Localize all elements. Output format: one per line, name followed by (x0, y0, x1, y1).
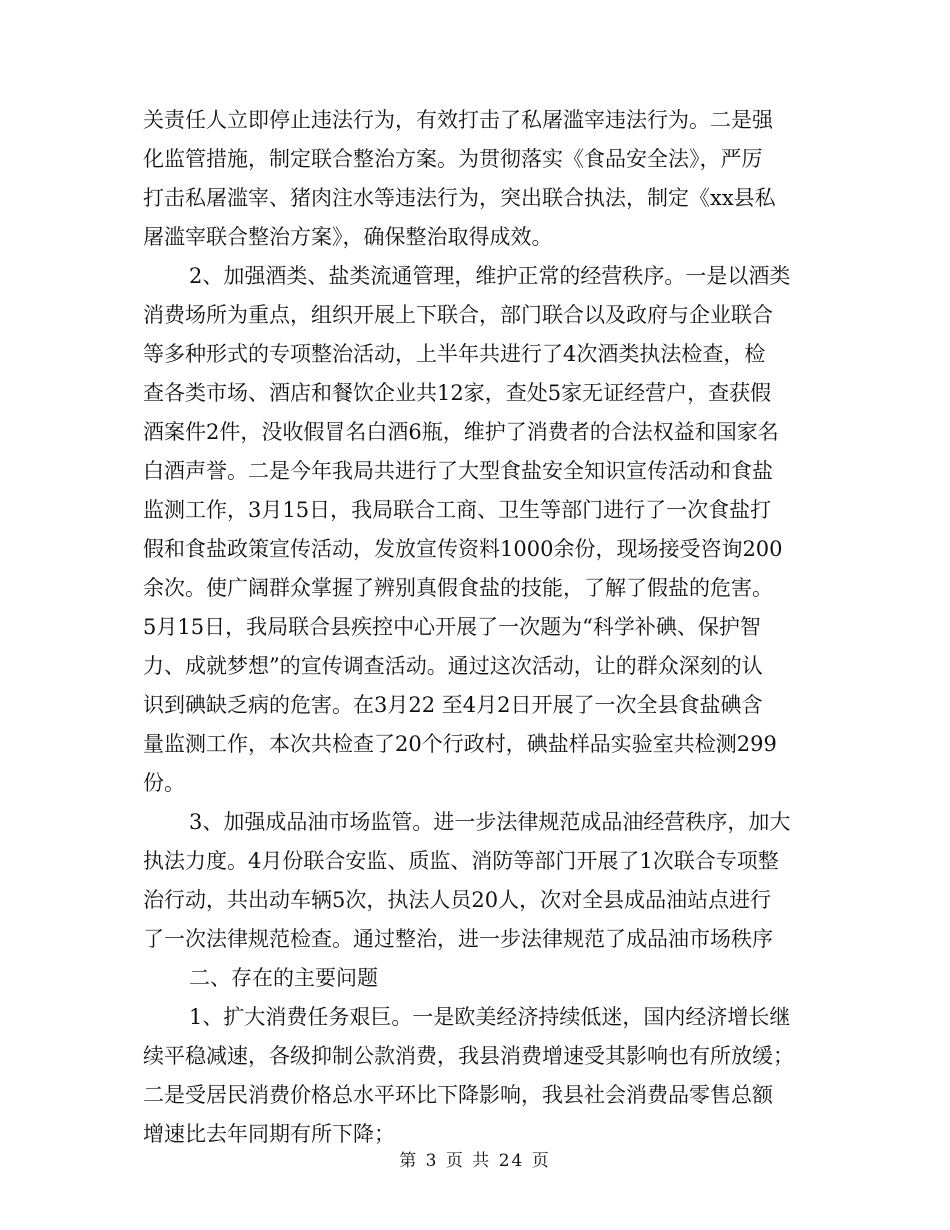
text-line: 屠滥宰联合整治方案》，确保整治取得成效。 (143, 225, 553, 249)
page-number-footer: 第 3 页 共 24 页 (399, 1151, 551, 1171)
text-line: 化监管措施，制定联合整治方案。为贯彻落实《食品安全法》，严厉 (143, 147, 763, 171)
text-line: 查各类市场、酒店和餐饮企业共12家，查处5家无证经营户，查获假 (143, 381, 772, 405)
text-line: 白酒声誉。二是今年我局共进行了大型食盐安全知识宣传活动和食盐 (143, 459, 773, 483)
text-line: 监测工作，3月15日，我局联合工商、卫生等部门进行了一次食盐打 (143, 498, 772, 522)
text-line: 假和食盐政策宣传活动，发放宣传资料1000余份，现场接受咨询200 (143, 537, 783, 561)
text-line: 治行动，共出动车辆5次，执法人员20人，次对全县成品油站点进行 (143, 888, 772, 912)
text-line: 消费场所为重点，组织开展上下联合，部门联合以及政府与企业联合 (143, 303, 773, 327)
text-line: 执法力度。4月份联合安监、质监、消防等部门开展了1次联合专项整 (143, 849, 779, 873)
text-line: 增速比去年同期有所下降； (143, 1122, 395, 1146)
paragraph-start-line: 3、加强成品油市场监管。进一步法律规范成品油经营秩序，加大 (189, 810, 791, 834)
text-line: 打击私屠滥宰、猪肉注水等违法行为，突出联合执法，制定《xx县私 (143, 186, 776, 210)
paragraph-start-line: 2、加强酒类、盐类流通管理，维护正常的经营秩序。一是以酒类 (189, 264, 791, 288)
text-line: 了一次法律规范检查。通过整治，进一步法律规范了成品油市场秩序 (143, 927, 773, 951)
text-line: 等多种形式的专项整治活动，上半年共进行了4次酒类执法检查，检 (143, 342, 766, 366)
section-heading: 二、存在的主要问题 (189, 966, 378, 990)
text-line: 识到碘缺乏病的危害。在3月22 至4月2日开展了一次全县食盐碘含 (143, 693, 763, 717)
text-line: 量监测工作，本次共检查了20个行政村，碘盐样品实验室共检测299 (143, 732, 777, 756)
text-line: 5月15日，我局联合县疾控中心开展了一次题为“科学补碘、保护智 (143, 615, 761, 639)
document-body (143, 101, 809, 1154)
text-line: 关责任人立即停止违法行为，有效打击了私屠滥宰违法行为。二是强 (143, 108, 773, 132)
text-line: 二是受居民消费价格总水平环比下降影响，我县社会消费品零售总额 (143, 1083, 773, 1107)
text-line: 酒案件2件，没收假冒名白酒6瓶，维护了消费者的合法权益和国家名 (143, 420, 779, 444)
text-line: 余次。使广阔群众掌握了辨别真假食盐的技能，了解了假盐的危害。 (143, 576, 773, 600)
text-line: 续平稳减速，各级抑制公款消费，我县消费增速受其影响也有所放缓； (143, 1044, 794, 1068)
paragraph-start-line: 1、扩大消费任务艰巨。一是欧美经济持续低迷，国内经济增长继 (189, 1005, 791, 1029)
text-line: 力、成就梦想”的宣传调查活动。通过这次活动，让的群众深刻的认 (143, 654, 763, 678)
text-line: 份。 (143, 771, 185, 795)
